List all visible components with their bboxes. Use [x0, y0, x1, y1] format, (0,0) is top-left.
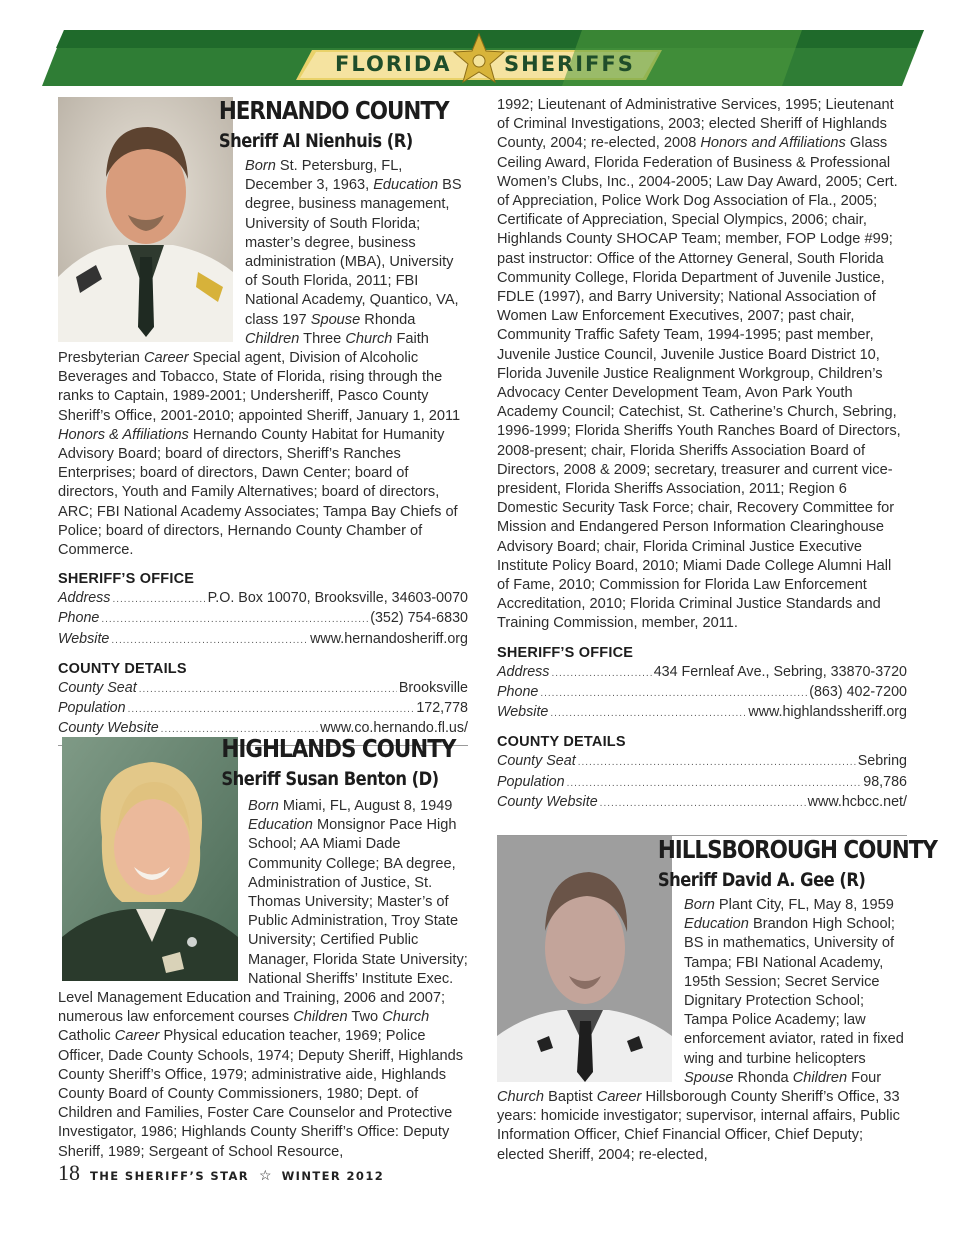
- dot-leader: [567, 774, 862, 793]
- bio-text: Baptist: [544, 1089, 597, 1106]
- dot-leader: [540, 684, 807, 703]
- county-title-highlands: HIGHLANDS COUNTY: [221, 734, 456, 763]
- detail-label: Address: [497, 663, 550, 680]
- banner-graphic: [42, 28, 924, 88]
- hernando-section: [58, 97, 468, 746]
- dot-leader: [139, 680, 397, 699]
- detail-value: (863) 402-7200: [809, 683, 907, 700]
- banner-word-left: FLORIDA: [335, 52, 452, 76]
- bio-field-label: Honors and Affiliations: [700, 135, 846, 152]
- bio-text: Miami, FL, August 8, 1949: [278, 798, 453, 814]
- bio-text: Brandon High School; BS in mathematics, University of Tampa; FBI National Academy, 195th Session; Secret Service Dignitary Protection School; Tampa Police Academy; law enforcement aviator, rated in fixed wing and turbine helicopters: [684, 916, 904, 1067]
- detail-value: www.hcbcc.net/: [807, 793, 907, 810]
- bio-text: Glass Ceiling Award, Florida Federation of Business & Professional Women’s Clubs, Inc., 2004-2005; Law Day Award, 2005; Cert. of Appreciation, Police Work Dog Association of Fla., 2005; Certificate of Appreciation, Special Olympics, 2006; chair, Highlands County SHOCAP Team; member, FOP Lodge #99; past instructor: Office of the Attorney General, South Florida Community College, Florida Department of Juvenile Justice, FDLE (1997), and Barry University; National Association of Women Law Enforcement Executives, 2007; past chair, Community Traffic Safety Team, 1994-1995; past member, Juvenile Justice Council, Juvenile Justice Board District 10, Florida Juvenile Justice Realignment Workgroup, Children’s Advocacy Center Development Team, Avon Park Youth Academy Council; Catechist, St. Catherine’s Church, Sebring, 1996-1999; Florida Sheriffs Youth Ranches Board of Directors, 2008-present; chair, Florida Sheriffs Association Board of Directors, 2008 & 2009; secretary, treasurer and current vice-president, Florida Sheriffs Association, 2011; Region 6 Domestic Security Task Force; chair, Recovery Committee for Mission and Endangered Person Information Clearinghouse Advisory Board; chair, Florida Criminal Justice Executive Institute Policy Board, 2010; Miami Dade College Alumni Hall of Fame, 2010; Commission for Florida Law Enforcement Accreditation, 2010; Florida Criminal Justice Standards and Training Commission, member, 2011.: [497, 135, 901, 632]
- bio-field-label: Career: [143, 350, 189, 367]
- dot-leader: [600, 794, 806, 813]
- detail-value: Sebring: [857, 753, 907, 770]
- bio-field-label: Spouse: [684, 1069, 734, 1086]
- bio-text: Plant City, FL, May 8, 1959: [714, 897, 894, 913]
- bio-field-label: Career: [114, 1028, 160, 1045]
- bio-text: Hillsborough County Sheriff’s Office, 33 years: homicide investigator; supervisor, internal affairs, Public Information Officer, Chief Financial Officer, Chief Deputy; elected Sheriff, 2004; re-elected,: [497, 1089, 900, 1163]
- detail-label: County Seat: [497, 753, 576, 770]
- detail-row: [58, 609, 468, 629]
- bio-text: Physical education teacher, 1969; Police Officer, Dade County Schools, 1974; Deputy Sheriff, Highlands County Sheriff’s Office, 1979; administrative aide, Highlands County Board of County Commissioners, 1980; Dept. of Children and Families, Foster Care Counselor and Protective Investigator, 1986; Highlands County Sheriff’s Office: Deputy Sheriff, 1989; Sergeant of School Resource,: [58, 1028, 464, 1160]
- dot-leader: [128, 700, 415, 719]
- detail-label: Population: [497, 773, 565, 790]
- bio-text: Catholic: [58, 1028, 115, 1045]
- bio-text: Monsignor Pace High School; AA Miami Dade Community College; BA degree, Administration of Justice, St. Thomas University; Master’s of Public Administration, Troy State University; Certified Public Manager, Florida State University; National Sheriffs’ Institute Exec. Level Management Education and Training, 2006 and 2007; numerous law enforcement courses: [58, 817, 468, 1026]
- bio-text: 1992; Lieutenant of Administrative Services, 1995; Lieutenant of Criminal Investigations, 2003; elected Sheriff of Highlands County, 2004; re-elected, 2008: [497, 97, 894, 152]
- county-list-highlands: [497, 752, 907, 813]
- bio-highlands-continued: [497, 96, 907, 634]
- bio-field-label: Church: [382, 1009, 430, 1026]
- bio-field-label: Church: [345, 330, 393, 347]
- bio-field-label: Born: [684, 897, 715, 913]
- bio-field-label: Education: [248, 817, 313, 834]
- office-list-hernando: [58, 589, 468, 650]
- issue-date: WINTER 2012: [281, 1169, 385, 1183]
- detail-row: [58, 630, 468, 650]
- bio-field-label: Honors & Affiliations: [58, 426, 189, 443]
- county-title-hillsborough: HILLSBOROUGH COUNTY: [657, 835, 937, 864]
- bio-text: Four: [847, 1069, 882, 1086]
- header-banner: [42, 28, 924, 88]
- banner-word-right: SHERIFFS: [504, 52, 635, 76]
- detail-value: 172,778: [416, 700, 468, 717]
- dot-leader: [101, 610, 368, 629]
- page-number: 18: [58, 1160, 80, 1185]
- bio-text: Faith Presbyterian: [58, 330, 429, 367]
- highlands-section: [58, 735, 468, 1162]
- bio-field-label: Education: [373, 177, 439, 194]
- dot-leader: [550, 704, 746, 723]
- page-footer: [58, 1160, 384, 1186]
- bio-text: Three: [299, 330, 346, 347]
- star-icon: ☆: [259, 1167, 272, 1183]
- office-heading-hernando: SHERIFF’S OFFICE: [58, 571, 195, 588]
- detail-value: (352) 754-6830: [370, 610, 468, 627]
- detail-label: County Website: [497, 793, 598, 810]
- county-heading-hernando: COUNTY DETAILS: [58, 660, 187, 677]
- highlands-continued-section: [497, 96, 907, 836]
- detail-row: [58, 589, 468, 609]
- detail-row: [58, 679, 468, 699]
- dot-leader: [578, 753, 856, 772]
- detail-value: www.co.hernando.fl.us/: [320, 720, 468, 737]
- bio-field-label: Children: [245, 330, 300, 347]
- bio-text: Rhonda: [360, 311, 416, 328]
- sheriff-name-highlands: Sheriff Susan Benton (D): [221, 768, 439, 790]
- sheriff-name-hernando: Sheriff Al Nienhuis (R): [218, 130, 413, 152]
- dot-leader: [111, 631, 308, 650]
- detail-value: www.hernandosheriff.org: [310, 630, 468, 647]
- bio-field-label: Spouse: [310, 311, 361, 328]
- detail-value: www.highlandssheriff.org: [748, 704, 907, 721]
- detail-row: [497, 703, 907, 723]
- county-list-hernando: [58, 679, 468, 740]
- detail-label: County Seat: [58, 679, 137, 696]
- dot-leader: [551, 664, 651, 683]
- detail-label: Phone: [58, 610, 100, 627]
- detail-row: [497, 663, 907, 683]
- bio-text: BS degree, business management, University of South Florida; master’s degree, business administration (MBA), University of South Florida, 2011; FBI National Academy, Quantico, VA, class 197: [245, 177, 462, 328]
- detail-label: Phone: [497, 683, 539, 700]
- bio-field-label: Education: [684, 916, 749, 933]
- dot-leader: [112, 590, 205, 609]
- office-list-highlands: [497, 663, 907, 724]
- detail-row: [497, 683, 907, 703]
- bio-field-label: Children: [293, 1009, 348, 1026]
- detail-row: [497, 793, 907, 813]
- county-heading-highlands: COUNTY DETAILS: [497, 734, 626, 751]
- detail-value: P.O. Box 10070, Brooksville, 34603-0070: [207, 590, 468, 607]
- bio-field-label: Born: [248, 798, 279, 814]
- sheriff-name-hillsborough: Sheriff David A. Gee (R): [657, 869, 866, 891]
- detail-label: Address: [58, 590, 111, 607]
- detail-row: [497, 752, 907, 772]
- hillsborough-section: [497, 835, 937, 1165]
- detail-row: [58, 699, 468, 719]
- publication-name: THE SHERIFF’S STAR: [90, 1169, 249, 1183]
- detail-label: Population: [58, 700, 126, 717]
- bio-text: Special agent, Division of Alcoholic Beverages and Tobacco, State of Florida, rising through the ranks to Captain, 1989-2001; Undersheriff, Pasco County Sheriff’s Office, 2001-2010; appointed Sheriff, January 1, 2011: [58, 350, 461, 424]
- detail-value: 434 Fernleaf Ave., Sebring, 33870-3720: [653, 663, 907, 680]
- office-heading-highlands: SHERIFF’S OFFICE: [497, 644, 634, 661]
- county-title-hernando: HERNANDO COUNTY: [218, 96, 449, 125]
- detail-label: Website: [58, 630, 110, 647]
- detail-value: Brooksville: [398, 679, 468, 696]
- bio-field-label: Children: [792, 1069, 848, 1086]
- bio-text: Rhonda: [733, 1069, 793, 1086]
- bio-field-label: Career: [596, 1089, 642, 1106]
- detail-row: [497, 773, 907, 793]
- bio-field-label: Born: [245, 158, 276, 174]
- bio-text: Hernando County Habitat for Humanity Advisory Board; board of directors, Sheriff’s Ranches Enterprises; board of directors, Dawn Center; board of directors, Youth and Family Alternatives; board of directors, ARC; FBI National Academy Associates; Tampa Bay Chiefs of Police; board of directors, Hernando County Chamber of Commerce.: [58, 426, 458, 559]
- detail-label: Website: [497, 704, 549, 721]
- bio-text: St. Petersburg, FL, December 3, 1963,: [245, 158, 403, 194]
- detail-value: 98,786: [863, 773, 907, 790]
- bio-text: Two: [347, 1009, 383, 1026]
- bio-field-label: Church: [497, 1089, 545, 1106]
- detail-label: County Website: [58, 720, 159, 737]
